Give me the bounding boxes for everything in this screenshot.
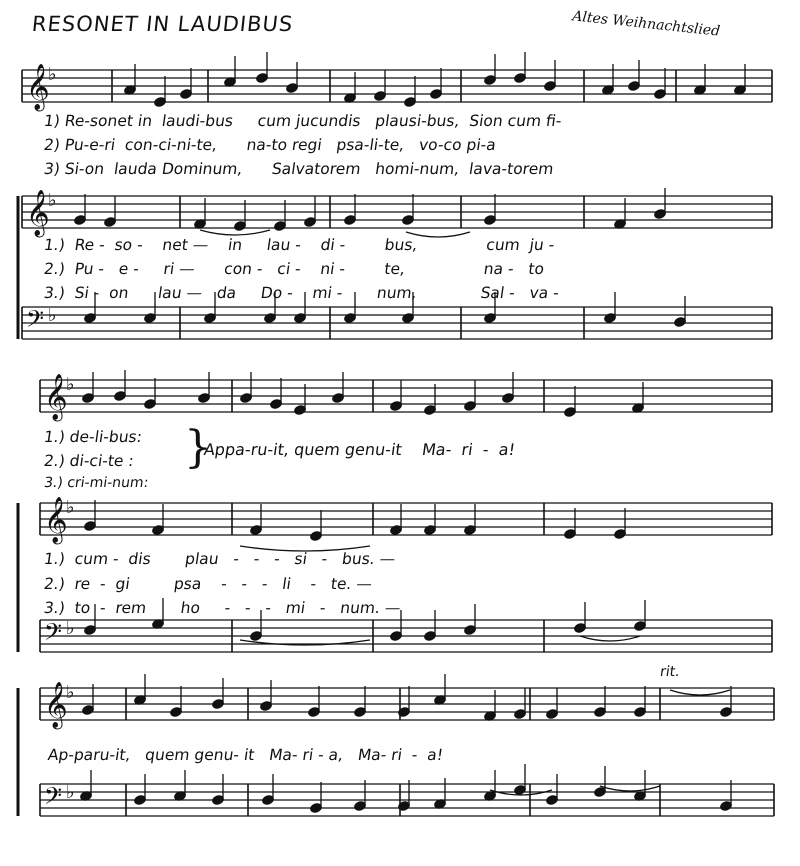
lyric-verse-3: 3) Si-on lauda Dominum, Salvatorem homi-num, lava-torem [42,160,555,178]
verse-ending-1: 1.) de-li-bus: [42,428,144,446]
bass-clef: 𝄢 [44,782,63,815]
bass-clef: 𝄢 [44,618,63,651]
treble-clef: 𝄞 [44,682,68,728]
choir-lyric-verse-1: 1.) Re - so - net — in lau - di - bus, cum ju - [42,236,556,254]
treble-clef: 𝄞 [26,190,50,236]
choir-lyric-verse-2: 2.) Pu - e - ri — con - ci - ni - te, na - to [42,260,546,278]
song-subtitle: Altes Weihnachtslied [571,8,721,40]
lyric-verse-1: 1) Re-sonet in laudi-bus cum jucundis plausi-bus, Sion cum fi- [42,112,563,130]
treble-clef: 𝄞 [44,374,68,420]
key-signature-flat: ♭ [66,618,75,639]
song-title: RESONET IN LAUDIBUS [30,12,295,36]
slur [580,636,640,641]
key-signature-flat: ♭ [66,374,75,395]
key-signature-flat: ♭ [48,305,57,326]
key-signature-flat: ♭ [66,782,75,803]
treble-clef: 𝄞 [44,497,68,543]
treble-clef: 𝄞 [26,64,50,110]
slur [600,786,660,791]
choir-refrain-verse-3: 3.) to - rem ho - - - mi - num. — [42,599,402,617]
slur [200,230,270,235]
lyric-verse-2: 2) Pu-e-ri con-ci-ni-te, na-to regi psa-li-te, vo-co pi-a [42,136,498,154]
key-signature-flat: ♭ [48,190,57,211]
verse-ending-2: 2.) di-ci-te : [42,452,135,470]
final-refrain-lyrics: Ap-paru-it, quem genu- it Ma- ri - a, Ma- ri - a! [46,746,445,764]
ritardando-mark: rit. [658,664,681,680]
choir-lyric-verse-3: 3.) Si - on lau — da Do - mi - num, Sal - va - [42,284,561,302]
key-signature-flat: ♭ [66,682,75,703]
key-signature-flat: ♭ [66,497,75,518]
bass-clef: 𝄢 [26,305,45,338]
slur [670,690,730,695]
choir-refrain-verse-1: 1.) cum - dis plau - - - si - bus. — [42,550,397,568]
choir-refrain-verse-2: 2.) re - gi psa - - - li - te. — [42,575,374,593]
verse-ending-3: 3.) cri-mi-num: [42,475,150,491]
key-signature-flat: ♭ [48,64,57,85]
refrain-text: Appa-ru-it, quem genu-it Ma- ri - a! [202,440,517,459]
verse-brace: } [184,422,212,473]
